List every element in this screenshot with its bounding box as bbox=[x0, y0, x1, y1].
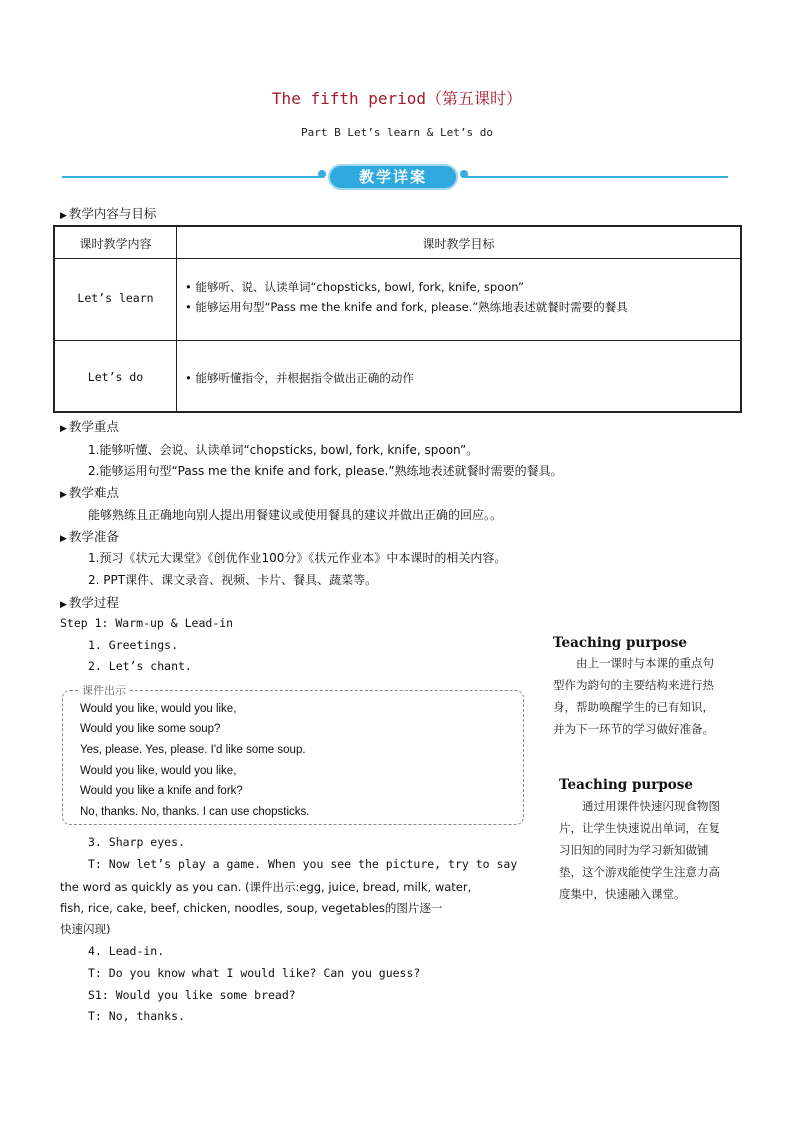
chant-line: No, thanks. No, thanks. I can use chopsticks. bbox=[80, 806, 310, 818]
goal-table bbox=[53, 225, 742, 413]
paragraph-line: T: Now let’s play a game. When you see the picture, try to say bbox=[88, 857, 518, 871]
table-row-content: Let’s learn bbox=[77, 291, 154, 305]
page-subtitle: Part B Let’s learn & Let’s do bbox=[300, 126, 494, 139]
process-item: 3. Sharp eyes. bbox=[88, 835, 185, 849]
paragraph-line: the word as quickly as you can. (课件出示:egg, juice, bread, milk, water, bbox=[60, 880, 472, 894]
teaching-purpose-heading: Teaching purpose bbox=[553, 635, 687, 651]
table-row-goal: • 能够听、说、认读单词“chopsticks, bowl, fork, knife, spoon” bbox=[185, 280, 524, 294]
section-heading-process: ▶ 教学过程 bbox=[60, 595, 119, 610]
section-heading-key-points: ▶ 教学重点 bbox=[60, 419, 119, 434]
banner-line-left bbox=[62, 176, 324, 178]
dialogue-line: S1: Would you like some bread? bbox=[88, 988, 296, 1002]
page-title: The fifth period（第五课时） bbox=[271, 89, 523, 108]
banner-line-right bbox=[462, 176, 728, 178]
table-row-goal: • 能够运用句型“Pass me the knife and fork, please.”熟练地表述就餐时需要的餐具 bbox=[185, 300, 628, 314]
section-heading-content-goals: ▶ 教学内容与目标 bbox=[60, 206, 157, 221]
key-point-item: 2.能够运用句型“Pass me the knife and fork, please.”熟练地表述就餐时需要的餐具。 bbox=[88, 464, 563, 478]
section-heading-preparation: ▶ 教学准备 bbox=[60, 529, 119, 544]
preparation-item: 1.预习《状元大课堂》《创优作业100分》《状元作业本》中本课时的相关内容。 bbox=[88, 551, 507, 565]
preparation-item: 2. PPT课件、课文录音、视频、卡片、餐具、蔬菜等。 bbox=[88, 573, 378, 587]
teaching-purpose-text: 通过用课件快速闪现食物图片，让学生快速说出单词，在复习旧知的同时为学习新知做铺垫，这个游戏能使学生注意力高度集中，快速融入课堂。 bbox=[559, 799, 720, 901]
dialogue-line: T: Do you know what I would like? Can you guess? bbox=[88, 966, 421, 980]
dialogue-line: T: No, thanks. bbox=[88, 1009, 185, 1023]
process-item: 1. Greetings. bbox=[88, 638, 179, 652]
paragraph-line: fish, rice, cake, beef, chicken, noodles, soup, vegetables的图片逐一 bbox=[60, 901, 443, 915]
step-heading: Step 1: Warm-up & Lead-in bbox=[60, 616, 234, 630]
process-item: 2. Let’s chant. bbox=[88, 659, 192, 673]
banner-dot-left bbox=[318, 170, 326, 178]
difficulty-text: 能够熟练且正确地向别人提出用餐建议或使用餐具的建议并做出正确的回应。。 bbox=[88, 508, 503, 522]
table-header-goal: 课时教学目标 bbox=[422, 237, 495, 251]
courseware-label: 课件出示 bbox=[78, 682, 130, 698]
teaching-purpose-heading: Teaching purpose bbox=[559, 777, 693, 793]
section-heading-difficulties: ▶ 教学难点 bbox=[60, 485, 119, 500]
key-point-item: 1.能够听懂、会说、认读单词“chopsticks, bowl, fork, knife, spoon”。 bbox=[88, 443, 479, 457]
chant-line: Would you like, would you like, bbox=[80, 703, 237, 715]
section-banner: 教学详案 bbox=[328, 164, 458, 190]
chant-line: Yes, please. Yes, please. I'd like some soup. bbox=[80, 744, 306, 756]
paragraph-line: 快速闪现) bbox=[60, 922, 111, 936]
process-item: 4. Lead-in. bbox=[88, 944, 165, 958]
chant-line: Would you like some soup? bbox=[80, 723, 221, 735]
table-row-goal: • 能够听懂指令，并根据指令做出正确的动作 bbox=[185, 371, 414, 385]
table-header-content: 课时教学内容 bbox=[79, 237, 152, 251]
table-row-content: Let’s do bbox=[87, 370, 144, 384]
teaching-purpose-text: 由上一课时与本课的重点句型作为韵句的主要结构来进行热身，帮助唤醒学生的已有知识，并为下一环节的学习做好准备。 bbox=[553, 656, 714, 736]
chant-line: Would you like a knife and fork? bbox=[80, 785, 243, 797]
chant-line: Would you like, would you like, bbox=[80, 765, 237, 777]
banner-dot-right bbox=[460, 170, 468, 178]
